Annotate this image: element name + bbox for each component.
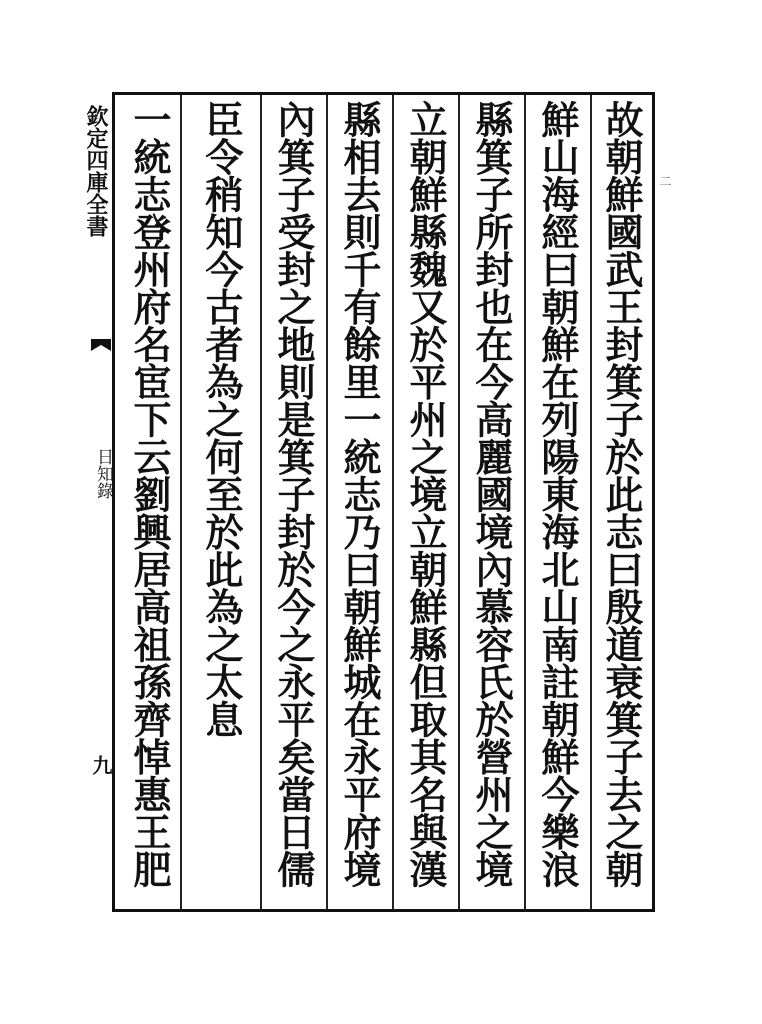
column-rule — [590, 95, 592, 909]
column-rule — [524, 95, 526, 909]
column-rule — [260, 95, 262, 909]
margin-mark: 二 — [658, 175, 672, 187]
column-rule — [392, 95, 394, 909]
text-column: 縣相去則千有餘里一統志乃曰朝鮮城在永平府境 — [337, 100, 382, 888]
page-number: 九 — [89, 755, 113, 775]
text-column: 臣令稍知今古者為之何至於此為之太息 — [199, 100, 244, 738]
text-column: 立朝鮮縣魏又於平州之境立朝鮮縣但取其名與漢 — [403, 100, 448, 888]
text-column: 一統志登州府名宦下云劉興居高祖孫齊悼惠王肥 — [127, 100, 172, 888]
library-title: 欽定四庫全書 — [83, 105, 109, 237]
column-rule — [180, 95, 182, 909]
text-column: 鮮山海經曰朝鮮在列陽東海北山南註朝鮮今樂浪 — [535, 100, 580, 888]
column-rule — [326, 95, 328, 909]
book-title: 日知錄 — [93, 448, 113, 499]
fishtail-mark-icon — [90, 338, 112, 352]
text-column: 故朝鮮國武王封箕子於此志曰殷道衰箕子去之朝 — [599, 100, 644, 888]
column-rule — [458, 95, 460, 909]
text-column: 縣箕子所封也在今高麗國境內慕容氏於營州之境 — [469, 100, 514, 888]
text-column: 內箕子受封之地則是箕子封於今之永平矣當日儒 — [271, 100, 316, 888]
